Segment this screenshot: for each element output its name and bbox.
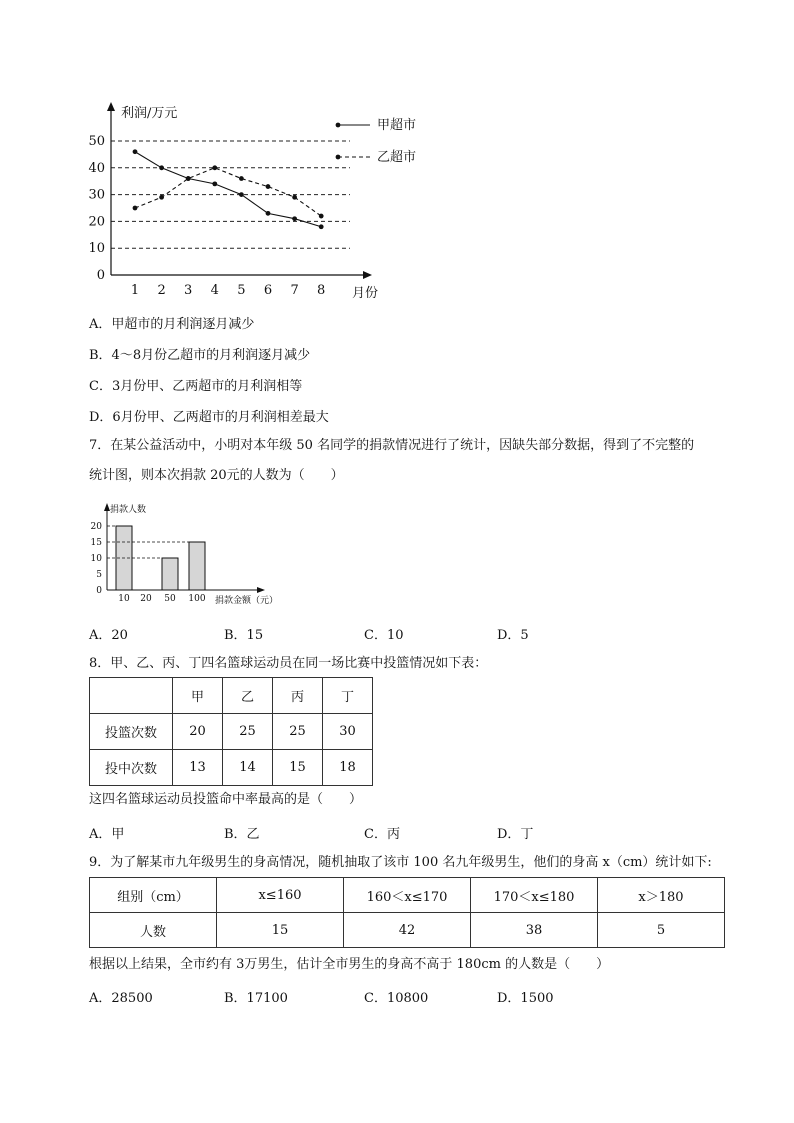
x-axis-label: 月份 (352, 286, 379, 301)
q7-option-a: A．20 (89, 628, 128, 643)
bar (189, 542, 205, 590)
q9-option-d: D．1500 (497, 991, 554, 1006)
table-cell: 25 (223, 714, 273, 750)
height-table (89, 877, 725, 948)
q8-option-b: B．乙 (224, 827, 260, 842)
x-tick-label: 3 (184, 283, 193, 298)
table-cell: x≤160 (217, 878, 344, 913)
shooting-table (89, 677, 373, 786)
table-cell: 人数 (90, 913, 217, 948)
x-tick-label: 2 (157, 283, 166, 298)
table-cell: 18 (323, 750, 373, 786)
q8-option-a: A．甲 (89, 827, 125, 842)
data-point (159, 165, 164, 170)
table-cell: 投篮次数 (90, 714, 173, 750)
q7-stem-line2: 统计图，则本次捐款 20元的人数为（ ） (89, 468, 344, 483)
y-axis-arrow (107, 102, 115, 111)
y-tick-label: 20 (88, 214, 105, 230)
table-cell: 42 (344, 913, 471, 948)
q6-option-d: D．6月份甲、乙两超市的月利润相差最大 (89, 410, 329, 425)
table-row (90, 750, 373, 786)
table-cell: 组别（cm） (90, 878, 217, 913)
x-tick-label: 10 (118, 594, 130, 604)
q8-question: 这四名篮球运动员投篮命中率最高的是（ ） (89, 792, 363, 807)
series-line-1 (135, 152, 321, 227)
legend-label: 乙超市 (377, 150, 417, 165)
q9-question: 根据以上结果，全市约有 3万男生，估计全市男生的身高不高于 180cm 的人数是（ ） (89, 957, 610, 972)
table-header-row (90, 678, 373, 714)
table-cell: 投中次数 (90, 750, 173, 786)
q9-option-b: B．17100 (224, 991, 288, 1006)
y-tick-label: 0 (96, 268, 105, 283)
data-point (239, 192, 244, 197)
x-axis-arrow (257, 587, 265, 593)
profit-line-chart (0, 0, 794, 310)
q8-option-d: D．丁 (497, 827, 534, 842)
table-cell (90, 678, 173, 714)
q8-stem: 8．甲、乙、丙、丁四名篮球运动员在同一场比赛中投篮情况如下表： (89, 656, 488, 671)
x-axis-label: 捐款金额（元） (215, 596, 279, 606)
table-cell: x＞180 (598, 878, 725, 913)
table-cell: 15 (273, 750, 323, 786)
y-axis-label: 捐款人数 (110, 505, 147, 515)
table-row (90, 714, 373, 750)
y-axis-label: 利润/万元 (121, 106, 178, 121)
data-point (266, 211, 271, 216)
x-tick-label: 7 (290, 283, 299, 298)
data-point (212, 181, 217, 186)
table-cell: 丙 (273, 678, 323, 714)
y-tick-label: 50 (88, 134, 105, 149)
data-point (133, 206, 138, 211)
q7-option-b: B．15 (224, 628, 264, 643)
y-tick-label: 10 (88, 241, 105, 257)
q9-stem: 9．为了解某市九年级男生的身高情况，随机抽取了该市 100 名九年级男生，他们的身高 x（cm）统计如下: (89, 855, 712, 870)
table-cell: 甲 (173, 678, 223, 714)
x-axis-arrow (363, 271, 372, 279)
table-cell: 丁 (323, 678, 373, 714)
table-cell: 38 (471, 913, 598, 948)
q9-option-a: A．28500 (89, 991, 153, 1006)
bar (162, 558, 178, 590)
y-tick-label: 10 (90, 554, 102, 564)
series-line-2 (135, 168, 321, 216)
data-point (266, 184, 271, 189)
legend-label: 甲超市 (377, 118, 417, 133)
x-tick-label: 100 (188, 594, 206, 604)
q8-option-c: C．丙 (364, 827, 400, 842)
q7-stem-line1: 7．在某公益活动中，小明对本年级 50 名同学的捐款情况进行了统计，因缺失部分数据，得到了不完整的 (89, 438, 695, 453)
y-tick-label: 20 (90, 522, 102, 532)
table-cell: 乙 (223, 678, 273, 714)
table-cell: 15 (217, 913, 344, 948)
table-cell: 25 (273, 714, 323, 750)
x-tick-label: 4 (210, 283, 219, 298)
y-tick-label: 5 (96, 570, 102, 580)
x-tick-label: 1 (130, 283, 140, 298)
y-tick-label: 15 (90, 538, 102, 548)
table-cell: 13 (173, 750, 223, 786)
table-cell: 170＜x≤180 (471, 878, 598, 913)
x-tick-label: 20 (140, 594, 152, 604)
table-cell: 30 (323, 714, 373, 750)
data-point (186, 176, 191, 181)
q7-option-c: C．10 (364, 628, 404, 643)
x-tick-label: 8 (317, 283, 326, 298)
data-point (159, 195, 164, 200)
data-point (319, 214, 324, 219)
table-row (90, 913, 725, 948)
y-tick-label: 40 (88, 160, 105, 176)
table-cell: 20 (173, 714, 223, 750)
table-cell: 5 (598, 913, 725, 948)
data-point (239, 176, 244, 181)
q7-option-d: D．5 (497, 628, 529, 643)
x-tick-label: 50 (164, 594, 176, 604)
q9-option-c: C．10800 (364, 991, 429, 1006)
x-tick-label: 6 (263, 283, 273, 298)
data-point (133, 149, 138, 154)
table-cell: 160＜x≤170 (344, 878, 471, 913)
donation-bar-chart (0, 495, 794, 610)
data-point (292, 216, 297, 221)
data-point (319, 224, 324, 229)
x-tick-label: 5 (237, 283, 246, 298)
y-tick-label: 30 (88, 187, 105, 203)
q6-option-c: C．3月份甲、乙两超市的月利润相等 (89, 379, 303, 394)
data-point (292, 195, 297, 200)
data-point (212, 165, 217, 170)
table-header-row (90, 878, 725, 913)
table-cell: 14 (223, 750, 273, 786)
q6-option-a: A．甲超市的月利润逐月减少 (89, 317, 255, 332)
q6-option-b: B．4～8月份乙超市的月利润逐月减少 (89, 348, 311, 363)
y-tick-label: 0 (96, 586, 102, 596)
